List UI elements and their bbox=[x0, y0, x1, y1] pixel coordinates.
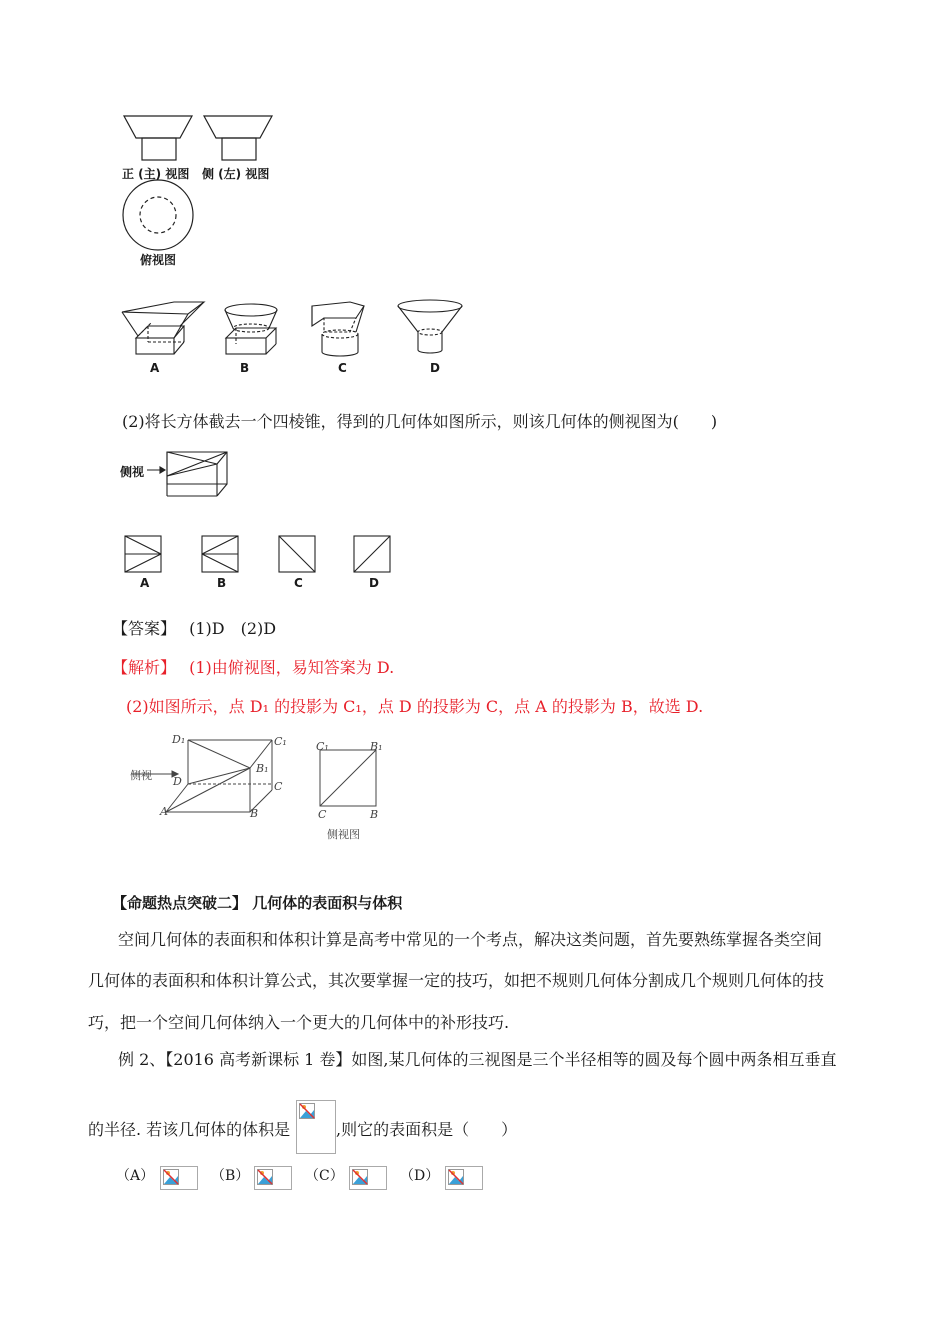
label-b1: B₁ bbox=[256, 762, 269, 775]
choice-b-label: （B） bbox=[211, 1168, 250, 1184]
sv-label-b: B bbox=[370, 808, 379, 821]
three-views-figure bbox=[120, 110, 290, 270]
choice-b-image[interactable] bbox=[254, 1166, 292, 1190]
analysis-text-1: (1)由俯视图，易知答案为 D. bbox=[189, 658, 395, 677]
q2-option-c-view bbox=[279, 536, 315, 572]
example-line-1: 例 2、【2016 高考新课标 1 卷】如图,某几何体的三视图是三个半径相等的圆及每个圆中两条相互垂直 bbox=[118, 1050, 837, 1069]
fig3-side-view-caption: 侧视图 bbox=[327, 828, 360, 841]
fig1-option-b: B bbox=[240, 361, 250, 375]
label-c1: C₁ bbox=[274, 735, 287, 748]
choice-c-label: （C） bbox=[305, 1168, 344, 1184]
broken-image-icon bbox=[299, 1103, 315, 1119]
fig3-side-arrow-label: 侧视 bbox=[130, 769, 152, 782]
front-view-label: 正 (主) 视图 bbox=[122, 167, 190, 181]
section-paragraph-3: 巧，把一个空间几何体纳入一个更大的几何体中的补形技巧. bbox=[88, 1013, 510, 1032]
fig1-options-drawing bbox=[118, 298, 478, 360]
answer-line bbox=[112, 619, 276, 639]
broken-image-icon bbox=[257, 1169, 273, 1185]
q2-option-d-view bbox=[354, 536, 390, 572]
q2-option-b: B bbox=[217, 576, 227, 590]
answer-tag: 【答案】 bbox=[112, 619, 177, 638]
label-c: C bbox=[274, 780, 283, 793]
section-title: 【命题热点突破二】 几何体的表面积与体积 bbox=[112, 894, 403, 912]
truncated-box-figure bbox=[145, 450, 235, 500]
sv-label-c1: C₁ bbox=[316, 740, 329, 753]
choice-d-label: （D） bbox=[400, 1168, 440, 1184]
broken-image-icon bbox=[448, 1169, 464, 1185]
broken-image-icon bbox=[163, 1169, 179, 1185]
top-view-label: 俯视图 bbox=[140, 253, 177, 267]
fig1-option-c: C bbox=[338, 361, 347, 375]
section-paragraph-1: 空间几何体的表面积和体积计算是高考中常见的一个考点，解决这类问题，首先要熟练掌握各类空间 bbox=[118, 930, 823, 949]
example-line-2-start: 的半径. 若该几何体的体积是 bbox=[88, 1120, 291, 1139]
q2-option-d: D bbox=[369, 576, 379, 590]
top-view-drawing bbox=[123, 180, 193, 250]
fig1-option-d: D bbox=[430, 361, 440, 375]
choice-d-image[interactable] bbox=[445, 1166, 483, 1190]
q2-option-c: C bbox=[294, 576, 303, 590]
label-d: D bbox=[173, 775, 182, 788]
option-a-solid bbox=[122, 302, 204, 354]
sv-label-b1: B₁ bbox=[370, 740, 383, 753]
label-d1: D₁ bbox=[172, 733, 186, 746]
option-b-solid bbox=[225, 304, 277, 354]
broken-image-icon bbox=[352, 1169, 368, 1185]
choice-c-image[interactable] bbox=[349, 1166, 387, 1190]
volume-formula-image bbox=[296, 1100, 336, 1154]
option-d-solid bbox=[398, 300, 462, 353]
q2-options-drawing bbox=[124, 535, 394, 575]
option-c-solid bbox=[312, 302, 364, 356]
q2-option-b-view bbox=[202, 536, 238, 572]
example-line-2-end: ,则它的表面积是（ ） bbox=[336, 1120, 518, 1139]
section-paragraph-2: 几何体的表面积和体积计算公式，其次要掌握一定的技巧，如把不规则几何体分割成几个规则几何体的技 bbox=[88, 971, 825, 990]
q2-option-a-view bbox=[125, 536, 161, 572]
fig1-option-a: A bbox=[150, 361, 160, 375]
choice-a-image[interactable] bbox=[160, 1166, 198, 1190]
q2-option-a: A bbox=[140, 576, 150, 590]
label-b: B bbox=[250, 807, 259, 820]
side-view-arrow-label: 侧视 bbox=[120, 465, 145, 479]
front-view-drawing bbox=[124, 116, 192, 160]
side-view-label: 侧 (左) 视图 bbox=[202, 167, 270, 181]
sv-label-c: C bbox=[318, 808, 327, 821]
answer-text: (1)D (2)D bbox=[189, 619, 277, 638]
label-a: A bbox=[160, 805, 168, 818]
side-view-drawing bbox=[204, 116, 272, 160]
question-2-text: (2)将长方体截去一个四棱锥，得到的几何体如图所示，则该几何体的侧视图为( ) bbox=[122, 412, 718, 431]
analysis-tag: 【解析】 bbox=[112, 658, 177, 677]
choice-a-label: （A） bbox=[116, 1168, 155, 1184]
analysis-line-2: (2)如图所示，点 D₁ 的投影为 C₁，点 D 的投影为 C，点 A 的投影为 B，故选 D. bbox=[126, 697, 704, 716]
analysis-line-1 bbox=[112, 658, 394, 678]
